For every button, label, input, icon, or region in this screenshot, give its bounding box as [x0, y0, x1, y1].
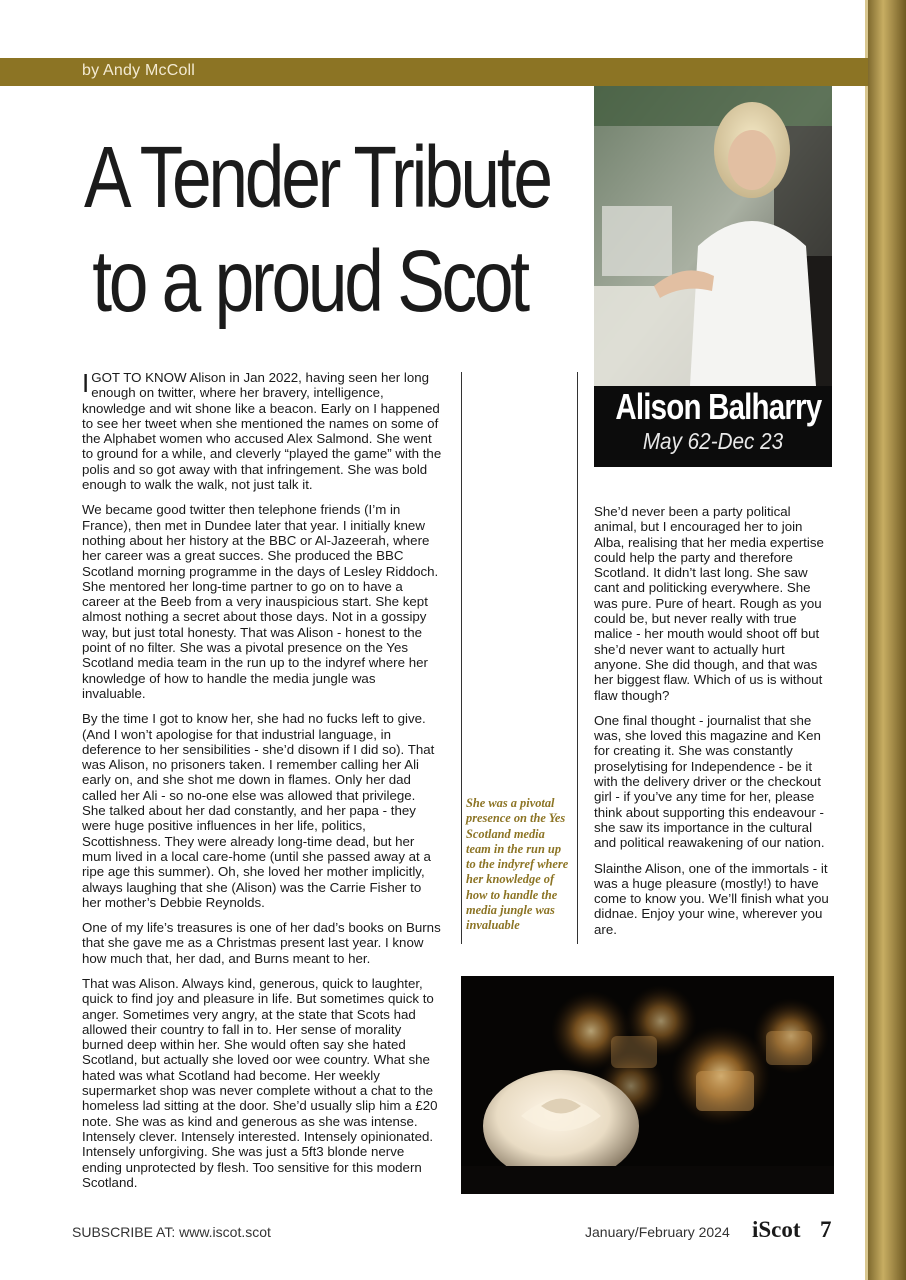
article-paragraph: One final thought - journalist that she was, she loved this magazine and Ken for creating it. She was constantly proselytising for Independence - be it with the delivery driver or the checkout girl - if you’ve any time for her, please think about supporting this endeavour - she saw its importance in the cultural and political reawakening of our nation. — [594, 712, 825, 851]
byline: by Andy McColl — [82, 62, 196, 79]
footer-subscribe: SUBSCRIBE AT: www.iscot.scot — [72, 1224, 271, 1240]
drop-cap: I — [82, 368, 90, 398]
portrait-name: Alison Balharry — [615, 386, 822, 427]
portrait-photo — [594, 86, 832, 467]
article-paragraph: IGOT TO KNOW Alison in Jan 2022, having seen her long enough on twitter, where her bravery, intelligence, knowledge and wit shone like a beacon. Early on I happened to see her tweet when she mentioned the names on some of the Alphabet women who accused Alex Salmond. She went to ground for a while, and cleverly “played the game” with the polis and so got away with that infringement. She was bold enough to walk the walk, not just talk it. — [82, 368, 442, 493]
footer-issue-date: January/February 2024 — [585, 1224, 730, 1240]
headline-line-1: A Tender Tribute — [84, 129, 550, 226]
byline-bar — [0, 58, 868, 86]
headline-line-2: to a proud Scot — [92, 233, 527, 330]
page-edge-gold — [868, 0, 906, 1280]
article-paragraph: We became good twitter then telephone friends (I’m in France), then met in Dundee later that year. I initially knew nothing about her history at the BBC or Al-Jazeerah, where her career was a great succes. She produced the BBC Scotland morning programme in the days of Lesley Riddoch. She mentored her long-time partner to go on to have a career at the Beeb from a very inauspicious start. She kept almost nothing a secret about those days. Not in a gossipy way, but just total honesty. That was Alison - honest to the point of no filter. She was a pivotal presence on the Yes Scotland media team in the run up to the indyref where her knowledge of how to handle the media jungle was invaluable. — [82, 502, 439, 701]
article-paragraph: She’d never been a party political animal, but I encouraged her to join Alba, realising that her media expertise could help the party and therefore Scotland. It didn’t last long. She saw cant and politicking everywhere. She was pure. Pure of heart. Rough as you could be, but never really with true malice - her mouth would shoot off but she’d never want to actually hurt anyone. She did though, and that was her biggest flaw. Which of us is without flaw though? — [594, 504, 824, 703]
article-paragraph: Slainthe Alison, one of the immortals - it was a huge pleasure (mostly!) to have come to know you. We’ll finish what you didnae. Enjoy your wine, wherever you are. — [594, 860, 829, 937]
article-column-left — [82, 370, 442, 1200]
candles-image — [461, 976, 834, 1194]
article-paragraph: By the time I got to know her, she had no fucks left to give. (And I won’t apologise for that industrial language, in deference to her sensibilities - she’d disown if I did so). That was Alison, no prisoners taken. I remember calling her Ali early on, and she shot me down in flames. Only her dad called her Ali - so no-one else was allowed that privilege. She talked about her dad constantly, and her papa - they were huge positive influences in her life, politics, Scottishness. They were already long-time dead, but her mum lived in a local care-home (until she passed away at a ripe age this summer). Oh, she loved her mother implicitly, always laughing that she (Alison) was the Carrie Fisher to her mother’s Debbie Reynolds. — [82, 711, 435, 910]
footer-brand-logo: iScot — [752, 1217, 801, 1242]
article-paragraph: That was Alison. Always kind, generous, quick to laughter, quick to find joy and pleasure in life. But sometimes quick to anger. Sometimes very angry, at the state that Scots had allowed their country to fall in to. Her sense of morality burned deep within her. She would often say she hated Scotland, but actually she loved oor wee country. What she hated was what Scotland had become. Her weekly supermarket shop was never complete without a chat to the homeless lad sitting at the door. She’d usually slip him a £20 note. She was as kind and generous as she was intense. Intensely clever. Intensely interested. Intensely opinionated. Intensely unforgiving. She was just a 5ft3 blonde nerve ending unprotected by flesh. Too sensitive for this modern Scotland. — [82, 975, 438, 1190]
article-paragraph: One of my life’s treasures is one of her dad’s books on Burns that she gave me as a Christmas present last year. I know how much that, her dad, and Burns meant to her. — [82, 920, 441, 966]
column-rule-right — [577, 372, 578, 944]
portrait-image — [594, 86, 832, 386]
pull-quote: She was a pivotal presence on the Yes Scotland media team in the run up to the indyref where her knowledge of how to handle the media jungle was invaluable — [466, 796, 569, 933]
article-column-right — [594, 504, 834, 947]
column-rule-left — [461, 372, 462, 944]
footer-page-number: 7 — [820, 1217, 832, 1242]
portrait-dates: May 62-Dec 23 — [642, 428, 784, 454]
headline — [84, 126, 550, 334]
candles-rose-photo — [461, 976, 834, 1194]
